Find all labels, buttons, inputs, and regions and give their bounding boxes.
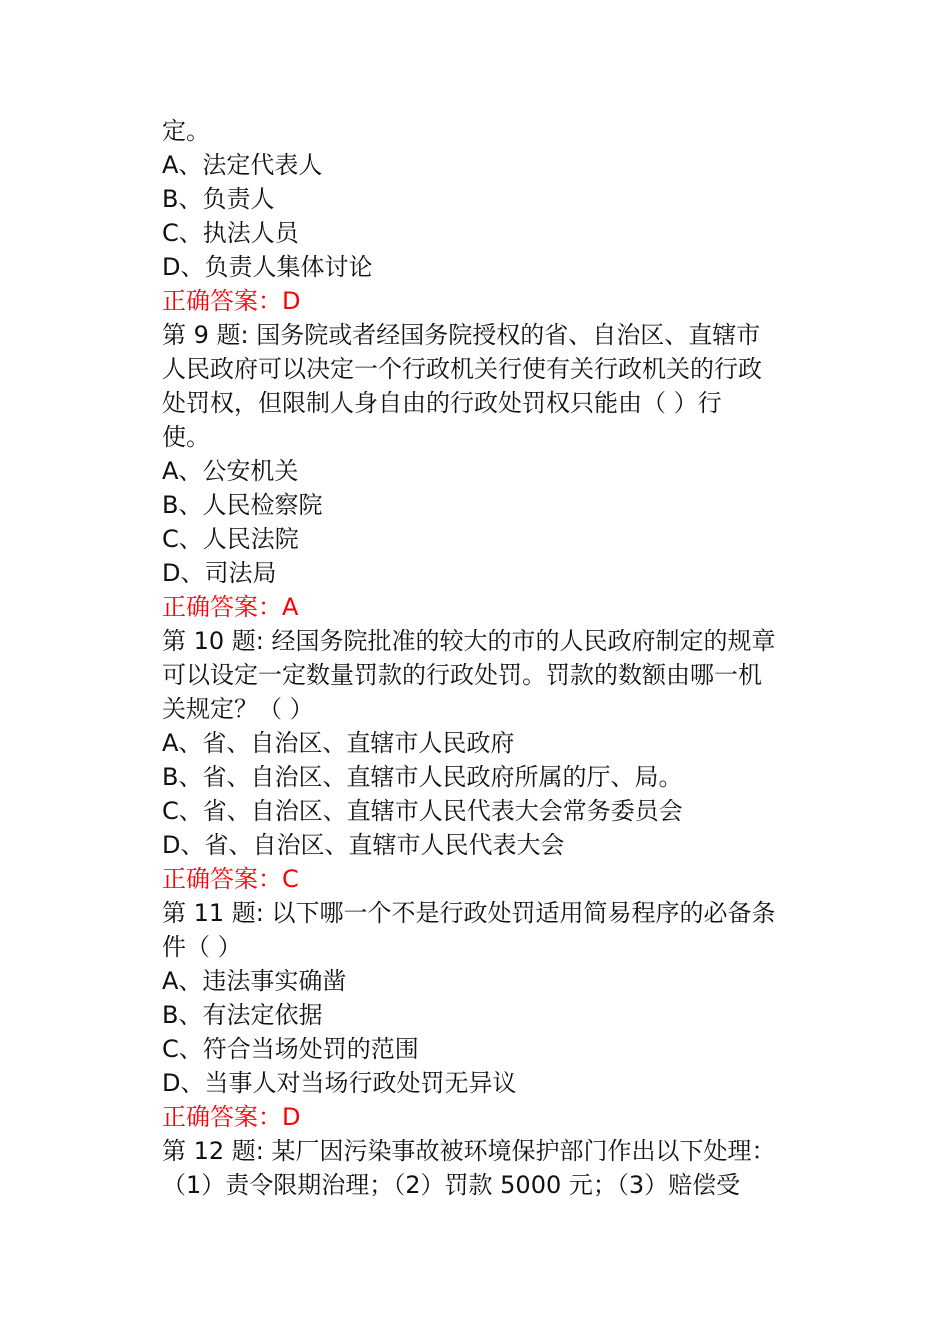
correct-answer: 正确答案：A [162,593,299,621]
option-a: A、法定代表人 [162,151,323,179]
option-c: C、省、自治区、直辖市人民代表大会常务委员会 [162,797,683,825]
question-text: 第 12 题: 某厂因污染事故被环境保护部门作出以下处理： [162,1137,776,1165]
option-d: D、当事人对当场行政处罚无异议 [162,1069,517,1097]
question-text: 关规定？（ ） [162,695,314,723]
option-b: B、有法定依据 [162,1001,323,1029]
option-c: C、执法人员 [162,219,299,247]
option-c: C、符合当场处罚的范围 [162,1035,419,1063]
question-text: 件（ ） [162,933,242,961]
document-page [162,114,812,1202]
question-text: 处罚权，但限制人身自由的行政处罚权只能由（ ）行 [162,389,722,417]
text-line: 定。 [162,117,210,145]
question-text: 第 10 题: 经国务院批准的较大的市的人民政府制定的规章 [162,627,776,655]
correct-answer: 正确答案：D [162,1103,301,1131]
option-b: B、人民检察院 [162,491,323,519]
question-text: 使。 [162,423,210,451]
option-a: A、违法事实确凿 [162,967,347,995]
correct-answer: 正确答案：D [162,287,301,315]
question-text: 可以设定一定数量罚款的行政处罚。罚款的数额由哪一机 [162,661,762,689]
option-b: B、省、自治区、直辖市人民政府所属的厅、局。 [162,763,683,791]
question-text: 第 11 题: 以下哪一个不是行政处罚适用简易程序的必备条 [162,899,776,927]
question-text: 人民政府可以决定一个行政机关行使有关行政机关的行政 [162,355,762,383]
option-d: D、省、自治区、直辖市人民代表大会 [162,831,565,859]
option-b: B、负责人 [162,185,275,213]
option-a: A、省、自治区、直辖市人民政府 [162,729,515,757]
option-a: A、公安机关 [162,457,299,485]
correct-answer: 正确答案：C [162,865,299,893]
option-d: D、负责人集体讨论 [162,253,373,281]
option-d: D、司法局 [162,559,277,587]
option-c: C、人民法院 [162,525,299,553]
question-text: （1）责令限期治理；（2）罚款 5000 元；（3）赔偿受 [162,1171,741,1199]
question-text: 第 9 题: 国务院或者经国务院授权的省、自治区、直辖市 [162,321,761,349]
